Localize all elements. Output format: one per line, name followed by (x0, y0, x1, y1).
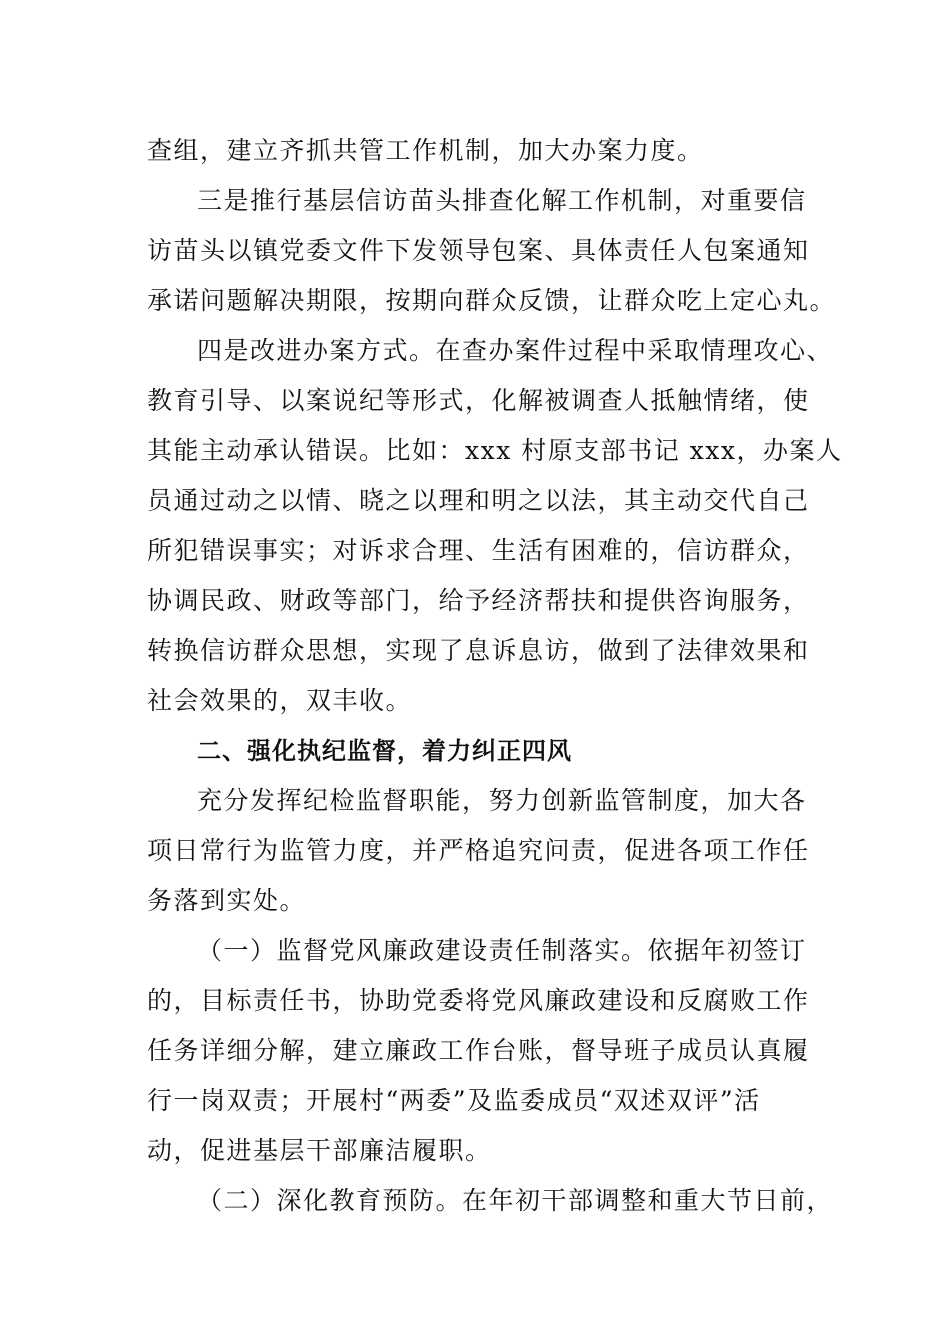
text-line-15: 项日常行为监管力度，并严格追究问责，促进各项工作任 (147, 836, 810, 865)
text-line-21: 动，促进基层干部廉洁履职。 (147, 1136, 492, 1165)
text-line-4: 承诺问题解决期限，按期向群众反馈，让群众吃上定心丸。 (147, 286, 837, 315)
text-line-6: 教育引导、以案说纪等形式，化解被调查人抵触情绪，使 (147, 386, 810, 415)
text-line-8: 员通过动之以情、晓之以理和明之以法，其主动交代自己 (147, 486, 810, 515)
text-line-14: 充分发挥纪检监督职能，努力创新监管制度，加大各 (197, 786, 807, 815)
text-line-20: 行一岗双责；开展村“两委”及监委成员“双述双评”活 (147, 1086, 761, 1115)
text-line-2: 三是推行基层信访苗头排查化解工作机制，对重要信 (197, 186, 807, 215)
text-line-19: 任务详细分解，建立廉政工作台账，督导班子成员认真履 (147, 1036, 810, 1065)
section-heading: 二、强化执纪监督，着力纠正四风 (197, 737, 572, 765)
text-line-5: 四是改进办案方式。在查办案件过程中采取情理攻心、 (197, 336, 834, 365)
text-line-18: 的，目标责任书，协助党委将党风廉政建设和反腐败工作 (147, 986, 810, 1015)
text-line-17: （一）监督党风廉政建设责任制落实。依据年初签订 (197, 936, 807, 965)
text-line-9: 所犯错误事实；对诉求合理、生活有困难的，信访群众， (147, 536, 810, 565)
text-line-3: 访苗头以镇党委文件下发领导包案、具体责任人包案通知 (147, 236, 810, 265)
text-line-7: 其能主动承认错误。比如：xxx 村原支部书记 xxx，办案人 (147, 436, 843, 465)
text-line-16: 务落到实处。 (147, 886, 307, 915)
text-line-22: （二）深化教育预防。在年初干部调整和重大节日前， (197, 1186, 834, 1215)
text-line-12: 社会效果的，双丰收。 (147, 686, 413, 715)
text-line-10: 协调民政、财政等部门，给予经济帮扶和提供咨询服务， (147, 586, 810, 615)
text-line-1: 查组，建立齐抓共管工作机制，加大办案力度。 (147, 136, 704, 165)
text-line-11: 转换信访群众思想，实现了息诉息访，做到了法律效果和 (147, 636, 810, 665)
